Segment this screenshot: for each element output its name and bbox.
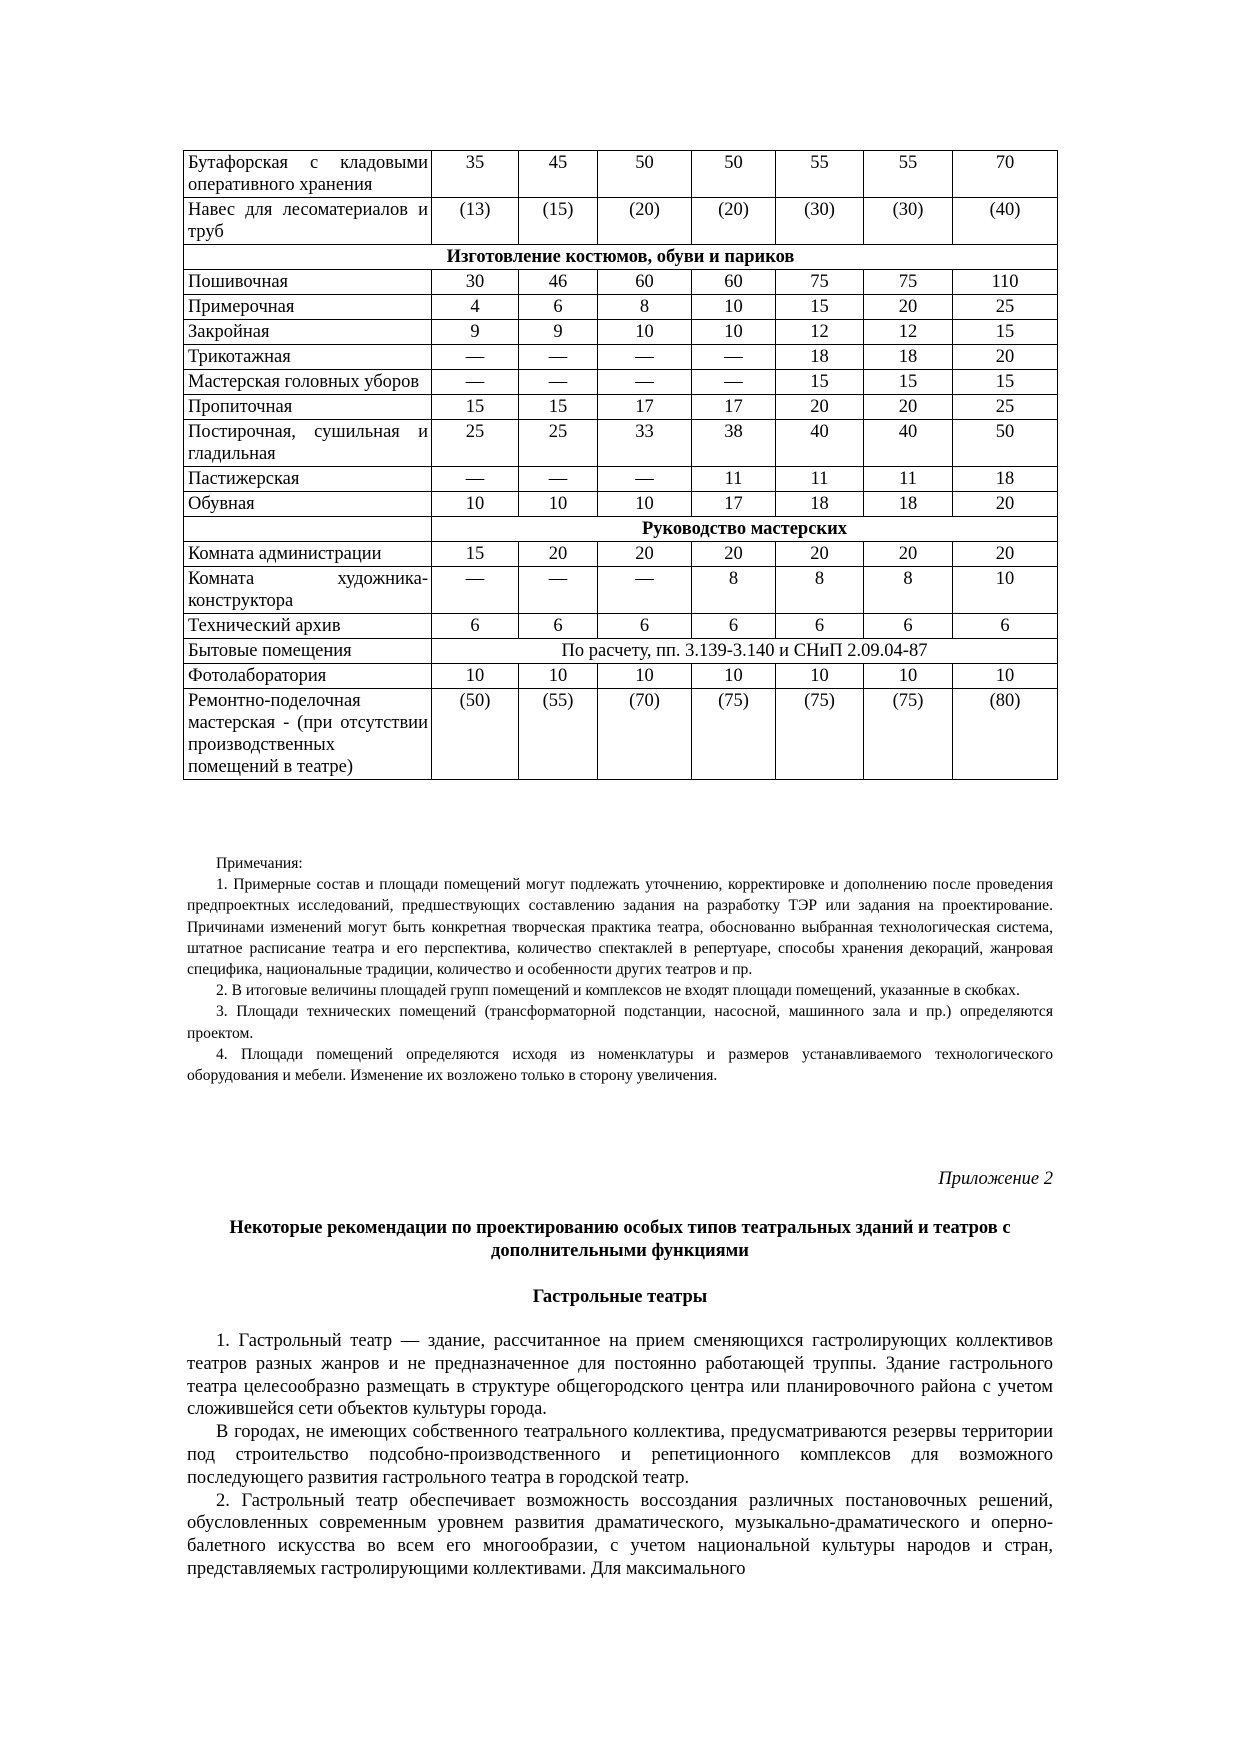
area-value-cell: (40) xyxy=(953,198,1058,245)
area-value-cell: 12 xyxy=(776,320,864,345)
table-row xyxy=(184,295,1058,320)
area-value-cell: 10 xyxy=(776,664,864,689)
area-value-cell: 50 xyxy=(692,151,776,198)
area-value-cell: — xyxy=(598,370,692,395)
area-value-cell: 10 xyxy=(953,567,1058,614)
area-value-cell: (70) xyxy=(598,689,692,780)
section-heading: Гастрольные театры xyxy=(532,1287,708,1307)
area-value-cell: 4 xyxy=(432,295,519,320)
table-row xyxy=(184,614,1058,639)
area-value-cell: 20 xyxy=(953,492,1058,517)
area-value-cell: 8 xyxy=(864,567,953,614)
area-value-cell: 18 xyxy=(776,345,864,370)
room-area-table xyxy=(183,150,1058,780)
table-row xyxy=(184,198,1058,245)
area-value-cell: 10 xyxy=(692,664,776,689)
area-value-cell: 6 xyxy=(692,614,776,639)
area-value-cell: 75 xyxy=(864,270,953,295)
area-value-cell: 40 xyxy=(864,420,953,467)
area-value-cell: 15 xyxy=(953,320,1058,345)
room-name-cell: Мастерская головных уборов xyxy=(184,370,432,395)
area-value-cell: 6 xyxy=(776,614,864,639)
room-name-cell: Навес для лесоматериалов и труб xyxy=(184,198,432,245)
area-value-cell: 25 xyxy=(953,295,1058,320)
body-paragraph: 2. Гастрольный театр обеспечивает возможность воссоздания различных постановочных решений, обусловленных современным уровнем развития драматического, музыкально-драматического и оперно-балетного искусства во всем его многообразии, с учетом национальной культуры народов и стран, представляемых гастролирующими коллективами. Для максимального xyxy=(187,1490,1053,1579)
body-paragraph: В городах, не имеющих собственного театрального коллектива, предусматриваются резервы территории под строительство подсобно-производственного и репетиционного комплексов для возможного последующего развития гастрольного театра в городской театр. xyxy=(187,1422,1053,1488)
area-value-cell: 30 xyxy=(432,270,519,295)
notes-heading: Примечания: xyxy=(216,855,303,872)
area-value-cell: — xyxy=(519,345,598,370)
table-row xyxy=(184,245,1058,270)
section-header-cell: Изготовление костюмов, обуви и париков xyxy=(184,245,1058,270)
area-value-cell: — xyxy=(432,467,519,492)
area-value-cell: — xyxy=(432,345,519,370)
area-value-cell: (30) xyxy=(776,198,864,245)
area-value-cell: 50 xyxy=(598,151,692,198)
area-value-cell: 6 xyxy=(519,614,598,639)
table-row xyxy=(184,370,1058,395)
table-row xyxy=(184,270,1058,295)
notes-block xyxy=(187,853,1053,1086)
empty-cell xyxy=(184,517,432,542)
table-row xyxy=(184,395,1058,420)
table-row xyxy=(184,517,1058,542)
area-value-cell: 10 xyxy=(598,492,692,517)
area-value-cell: 17 xyxy=(598,395,692,420)
area-value-cell: 9 xyxy=(432,320,519,345)
area-value-cell: 18 xyxy=(864,492,953,517)
area-value-cell: 10 xyxy=(953,664,1058,689)
area-value-cell: 6 xyxy=(864,614,953,639)
area-value-cell: — xyxy=(692,370,776,395)
room-name-cell: Закройная xyxy=(184,320,432,345)
table-row xyxy=(184,467,1058,492)
area-value-cell: (75) xyxy=(776,689,864,780)
area-value-cell: 10 xyxy=(598,320,692,345)
area-value-cell: 10 xyxy=(519,492,598,517)
table-row xyxy=(184,420,1058,467)
area-value-cell: 20 xyxy=(776,395,864,420)
area-value-cell: 10 xyxy=(598,664,692,689)
area-value-cell: 55 xyxy=(864,151,953,198)
area-value-cell: (20) xyxy=(692,198,776,245)
table-row xyxy=(184,320,1058,345)
area-value-cell: 15 xyxy=(953,370,1058,395)
area-value-cell: 10 xyxy=(692,295,776,320)
area-value-cell: 15 xyxy=(776,370,864,395)
area-value-cell: 15 xyxy=(776,295,864,320)
room-name-cell: Пастижерская xyxy=(184,467,432,492)
area-value-cell: (75) xyxy=(864,689,953,780)
area-value-cell: 20 xyxy=(864,295,953,320)
area-value-cell: (20) xyxy=(598,198,692,245)
note-item: 3. Площади технических помещений (трансформаторной подстанции, насосной, машинного зала и пр.) определяются проектом. xyxy=(187,1003,1053,1042)
area-value-cell: 25 xyxy=(953,395,1058,420)
area-value-cell: 11 xyxy=(692,467,776,492)
table-row xyxy=(184,492,1058,517)
area-value-cell: 38 xyxy=(692,420,776,467)
area-value-cell: 20 xyxy=(692,542,776,567)
table-row xyxy=(184,345,1058,370)
area-value-cell: 15 xyxy=(432,542,519,567)
body-text xyxy=(187,1330,1053,1581)
room-name-cell: Бытовые помещения xyxy=(184,639,432,664)
area-value-cell: 35 xyxy=(432,151,519,198)
area-value-cell: 17 xyxy=(692,492,776,517)
room-name-cell: Технический архив xyxy=(184,614,432,639)
area-value-cell: 8 xyxy=(692,567,776,614)
room-name-cell: Комната художника-конструктора xyxy=(184,567,432,614)
area-value-cell: 40 xyxy=(776,420,864,467)
area-value-cell: 9 xyxy=(519,320,598,345)
area-value-cell: 20 xyxy=(864,395,953,420)
note-item: 4. Площади помещений определяются исходя из номенклатуры и размеров устанавливаемого технологического оборудования и мебели. Изменение их возложено только в сторону увеличения. xyxy=(187,1045,1053,1085)
area-value-cell: 50 xyxy=(953,420,1058,467)
area-value-cell: — xyxy=(692,345,776,370)
area-value-cell: 6 xyxy=(519,295,598,320)
note-item: 1. Примерные состав и площади помещений могут подлежать уточнению, корректировке и дополнению после проведения предпроектных исследований, предшествующих составлению задания на разработку ТЭР или задания на проектирование. Причинами изменений могут быть конкретная творческая практика театра, обоснованно выбранная технологическая система, штатное расписание театра и его перспектива, количество спектаклей в репертуаре, способы хранения декораций, жанровая специфика, национальные традиции, количество и особенности других театров и пр. xyxy=(187,876,1053,979)
area-value-cell: 10 xyxy=(864,664,953,689)
area-value-cell: 46 xyxy=(519,270,598,295)
area-value-cell: — xyxy=(598,345,692,370)
area-value-cell: (80) xyxy=(953,689,1058,780)
area-value-cell: — xyxy=(519,467,598,492)
table-row xyxy=(184,664,1058,689)
area-value-cell: 18 xyxy=(864,345,953,370)
area-value-cell: 33 xyxy=(598,420,692,467)
area-value-cell: — xyxy=(598,567,692,614)
room-name-cell: Комната администрации xyxy=(184,542,432,567)
appendix-label: Приложение 2 xyxy=(938,1169,1053,1189)
area-value-cell: 60 xyxy=(598,270,692,295)
area-value-cell: 6 xyxy=(598,614,692,639)
table-row xyxy=(184,689,1058,780)
area-value-cell: 70 xyxy=(953,151,1058,198)
area-value-cell: 25 xyxy=(519,420,598,467)
area-value-cell: 11 xyxy=(864,467,953,492)
area-value-cell: 8 xyxy=(598,295,692,320)
area-value-cell: 20 xyxy=(519,542,598,567)
area-value-cell: 17 xyxy=(692,395,776,420)
area-value-cell: — xyxy=(432,370,519,395)
area-value-cell: 8 xyxy=(776,567,864,614)
area-value-cell: (13) xyxy=(432,198,519,245)
room-name-cell: Бутафорская с кладовыми оперативного хранения xyxy=(184,151,432,198)
area-value-cell: (30) xyxy=(864,198,953,245)
table-row xyxy=(184,151,1058,198)
room-name-cell: Фотолаборатория xyxy=(184,664,432,689)
area-value-cell: — xyxy=(598,467,692,492)
area-value-cell: 10 xyxy=(519,664,598,689)
room-name-cell: Постирочная, сушильная и гладильная xyxy=(184,420,432,467)
area-value-cell: (15) xyxy=(519,198,598,245)
area-value-cell: 11 xyxy=(776,467,864,492)
appendix-title: Некоторые рекомендации по проектированию особых типов театральных зданий и театров с дополнительными функциями xyxy=(229,1218,1011,1261)
area-value-cell: 55 xyxy=(776,151,864,198)
table-row xyxy=(184,639,1058,664)
area-value-cell: 10 xyxy=(432,492,519,517)
area-value-cell: 10 xyxy=(432,664,519,689)
section-header-cell: Руководство мастерских xyxy=(432,517,1058,542)
area-value-cell: 12 xyxy=(864,320,953,345)
area-value-cell: 60 xyxy=(692,270,776,295)
note-item: 2. В итоговые величины площадей групп помещений и комплексов не входят площади помещений, указанные в скобках. xyxy=(216,982,1020,1000)
area-value-cell: 15 xyxy=(519,395,598,420)
area-value-cell: 20 xyxy=(598,542,692,567)
area-value-cell: — xyxy=(432,567,519,614)
body-paragraph: 1. Гастрольный театр — здание, рассчитанное на прием сменяющихся гастролирующих коллективов театров разных жанров и не предназначенное для постоянно работающей труппы. Здание гастрольного театра целесообразно размещать в структуре общегородского центра или планировочного района с учетом сложившейся сети объектов культуры города. xyxy=(187,1331,1053,1420)
table-row xyxy=(184,542,1058,567)
area-value-cell: 20 xyxy=(953,542,1058,567)
area-value-cell: 20 xyxy=(953,345,1058,370)
area-value-cell: 20 xyxy=(864,542,953,567)
area-value-cell: — xyxy=(519,370,598,395)
room-name-cell: Примерочная xyxy=(184,295,432,320)
area-value-cell: 6 xyxy=(953,614,1058,639)
area-value-cell: 110 xyxy=(953,270,1058,295)
room-name-cell: Ремонтно-поделочная мастерская - (при отсутствии производственных помещений в театре) xyxy=(184,689,432,780)
area-value-cell: 15 xyxy=(864,370,953,395)
area-value-cell: 20 xyxy=(776,542,864,567)
table-row xyxy=(184,567,1058,614)
area-value-cell: 10 xyxy=(692,320,776,345)
area-value-cell: 18 xyxy=(953,467,1058,492)
area-value-cell: (55) xyxy=(519,689,598,780)
room-name-cell: Трикотажная xyxy=(184,345,432,370)
area-value-cell: (75) xyxy=(692,689,776,780)
table-body xyxy=(184,151,1058,780)
room-name-cell: Пропиточная xyxy=(184,395,432,420)
area-value-cell: 45 xyxy=(519,151,598,198)
area-value-cell: 15 xyxy=(432,395,519,420)
area-value-cell: 75 xyxy=(776,270,864,295)
area-value-cell: 18 xyxy=(776,492,864,517)
area-value-cell: 6 xyxy=(432,614,519,639)
room-name-cell: Обувная xyxy=(184,492,432,517)
room-name-cell: Пошивочная xyxy=(184,270,432,295)
area-value-cell: — xyxy=(519,567,598,614)
area-value-cell: 25 xyxy=(432,420,519,467)
merged-value-cell: По расчету, пп. 3.139-3.140 и СНиП 2.09.04-87 xyxy=(432,639,1058,664)
area-value-cell: (50) xyxy=(432,689,519,780)
